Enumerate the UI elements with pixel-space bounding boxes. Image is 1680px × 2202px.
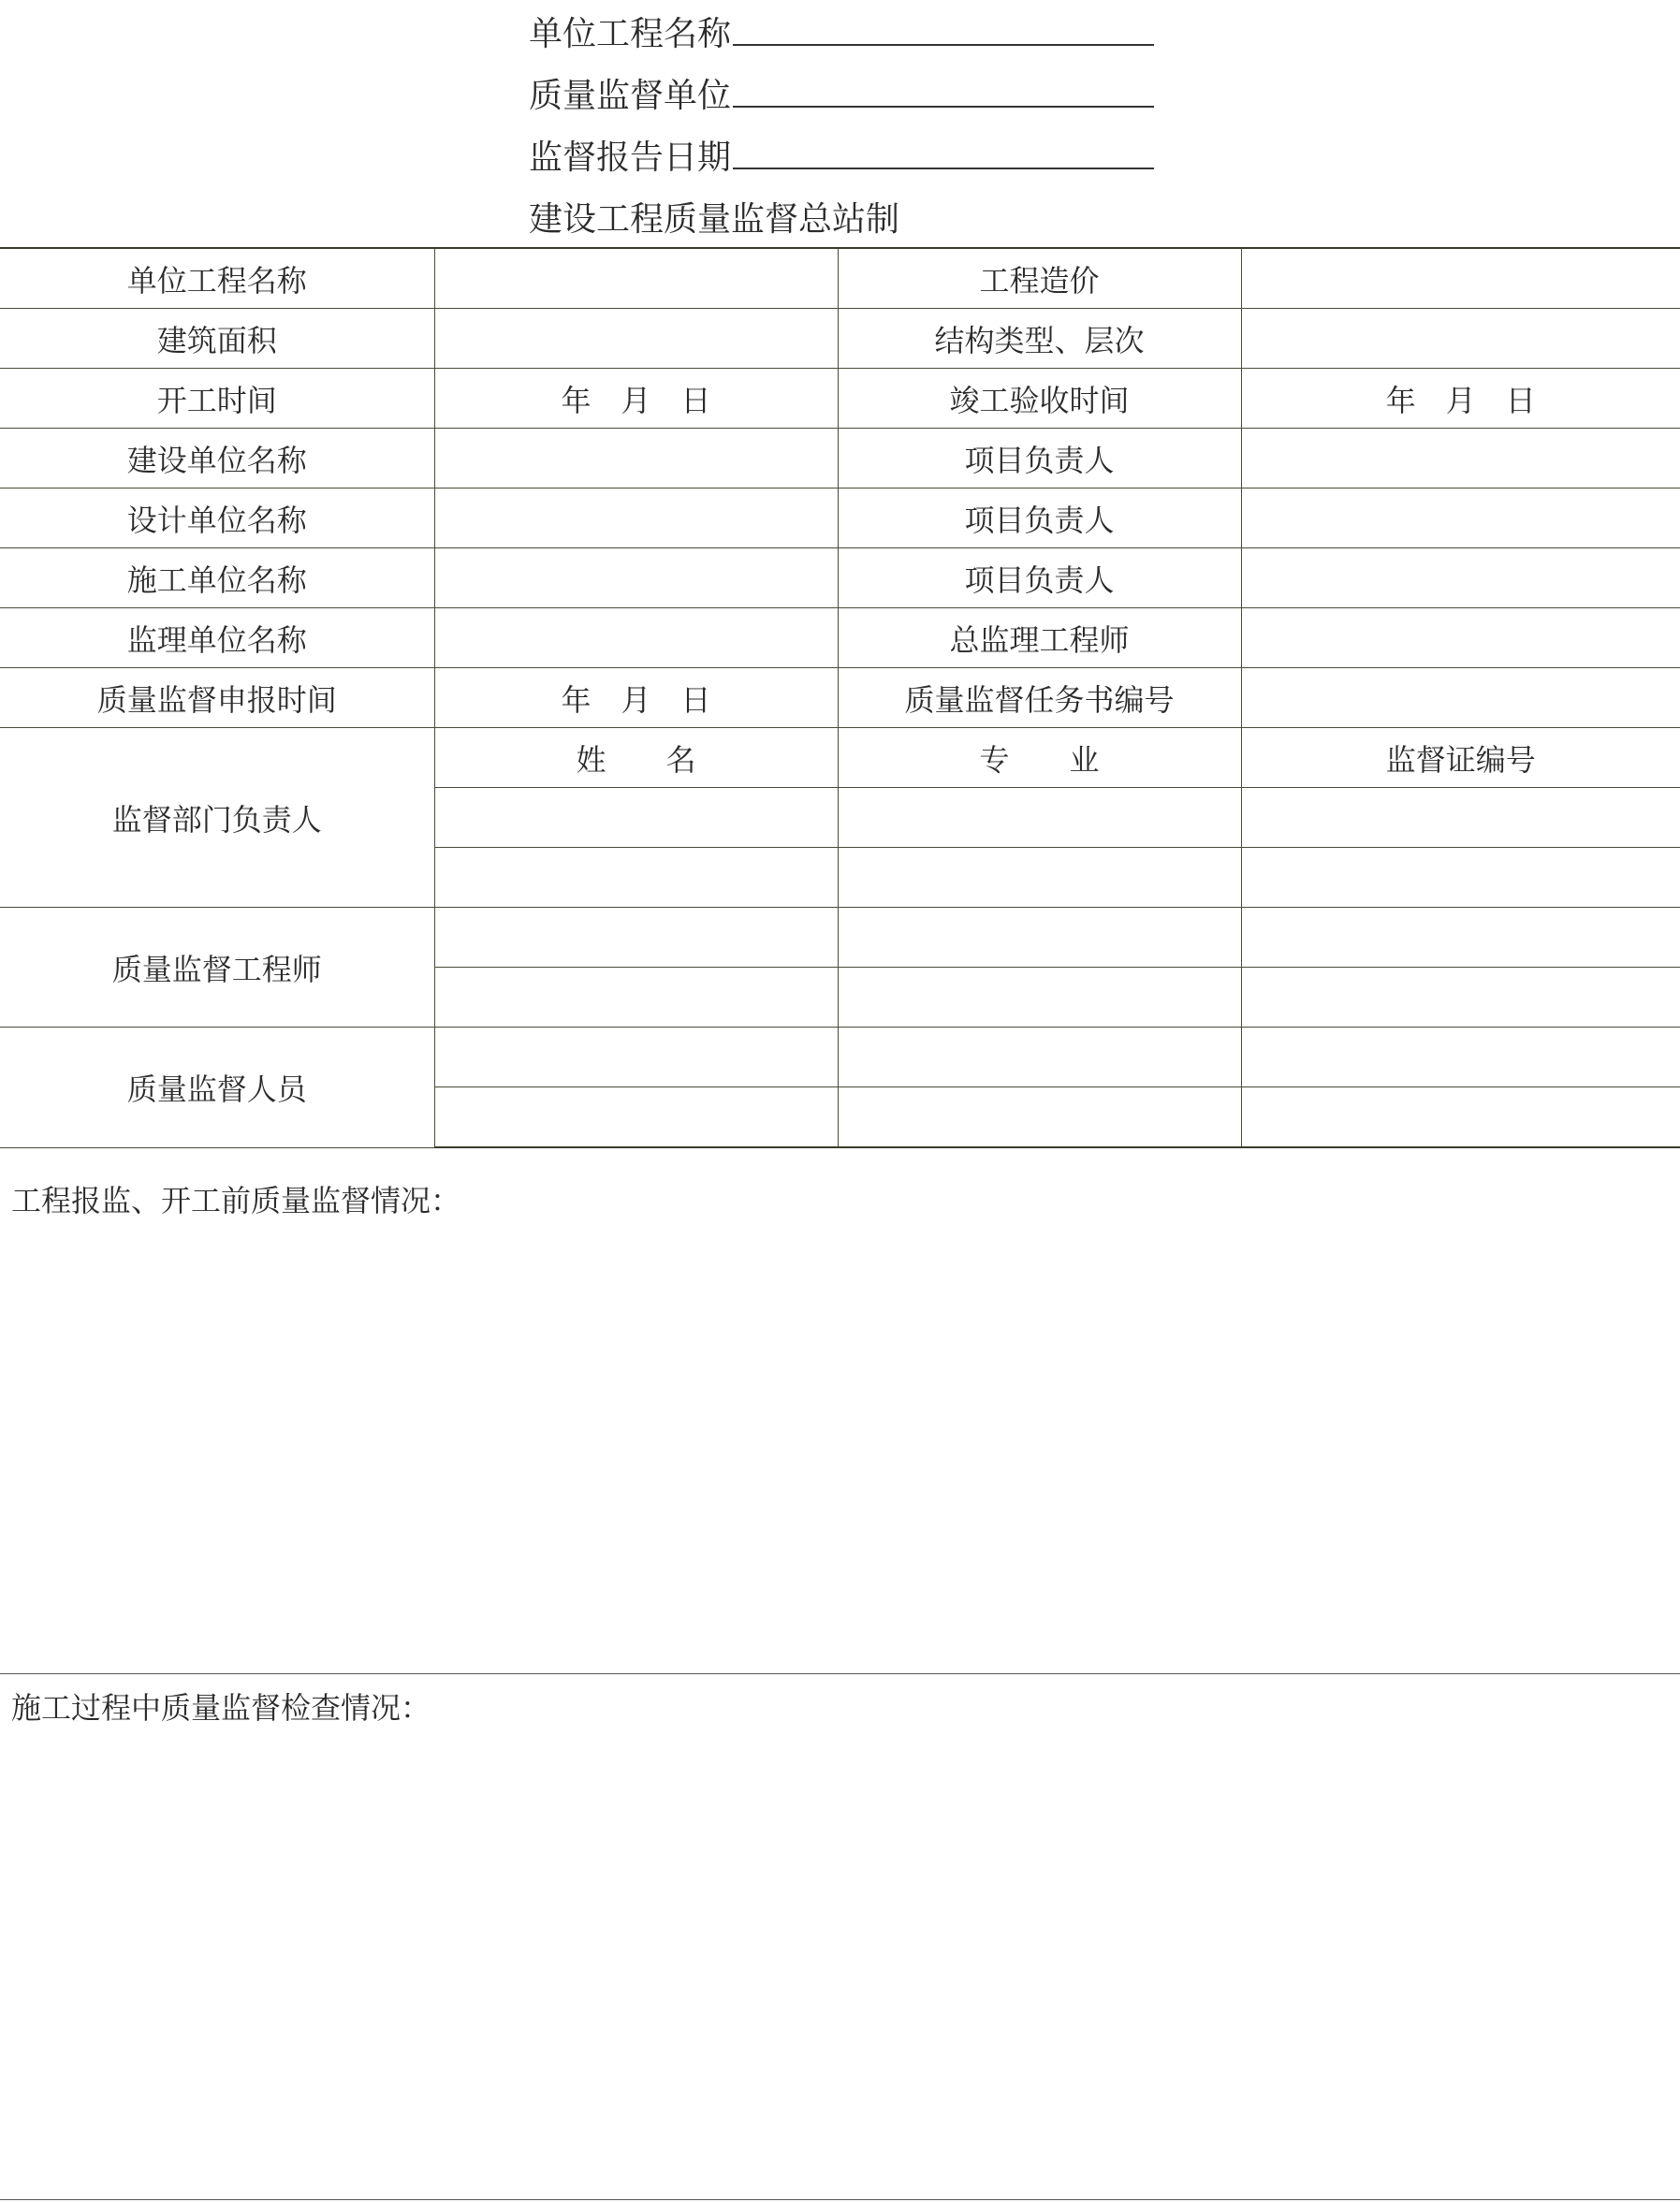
- info-row: [0, 309, 1680, 369]
- section-divider: [0, 2199, 1680, 2200]
- field-value[interactable]: [434, 309, 838, 369]
- cover-blank-field[interactable]: [733, 16, 1154, 46]
- staff-value-cell[interactable]: [838, 1028, 1241, 1087]
- section-label: 工程报监、开工前质量监督情况：: [11, 1183, 461, 1218]
- field-value[interactable]: [434, 489, 838, 548]
- staff-group-label: 质量监督工程师: [0, 908, 434, 1028]
- field-label: 项目负责人: [838, 548, 1241, 608]
- field-label: 开工时间: [0, 369, 434, 429]
- section-divider: [0, 1673, 1680, 1674]
- cover-blank-field[interactable]: [733, 78, 1154, 108]
- info-row: [0, 668, 1680, 728]
- field-label: 总监理工程师: [838, 608, 1241, 668]
- staff-row: [0, 1028, 1680, 1087]
- info-row: [0, 608, 1680, 668]
- field-value[interactable]: [1241, 548, 1680, 608]
- cover-line-supervision-unit: [529, 62, 1184, 124]
- staff-column-header: 监督证编号: [1241, 728, 1680, 788]
- field-value[interactable]: [1241, 668, 1680, 728]
- staff-value-cell[interactable]: [434, 908, 838, 968]
- field-label: 建设单位名称: [0, 429, 434, 489]
- date-part: 年: [561, 681, 592, 718]
- field-value[interactable]: [434, 429, 838, 489]
- cover-label: 质量监督单位: [529, 76, 732, 115]
- staff-value-cell[interactable]: [1241, 908, 1680, 968]
- staff-value-cell[interactable]: [1241, 1028, 1680, 1087]
- field-label: 结构类型、层次: [838, 309, 1241, 369]
- date-part: 年: [561, 382, 592, 418]
- staff-group-label: 质量监督人员: [0, 1028, 434, 1148]
- section-label: 施工过程中质量监督检查情况：: [11, 1690, 431, 1726]
- field-value[interactable]: [434, 608, 838, 668]
- field-label: 竣工验收时间: [838, 369, 1241, 429]
- date-field[interactable]: [434, 369, 838, 429]
- staff-value-cell[interactable]: [434, 1087, 838, 1148]
- staff-value-cell[interactable]: [838, 848, 1241, 908]
- staff-value-cell[interactable]: [434, 848, 838, 908]
- staff-value-cell[interactable]: [1241, 968, 1680, 1028]
- field-value[interactable]: [434, 548, 838, 608]
- date-part: 月: [621, 681, 651, 718]
- staff-row: [0, 728, 1680, 788]
- date-part: 日: [1505, 382, 1536, 418]
- cover-block: [529, 0, 1184, 247]
- date-field[interactable]: [434, 668, 838, 728]
- date-part: 日: [680, 382, 711, 418]
- project-info-table: [0, 247, 1680, 1148]
- info-row: [0, 489, 1680, 548]
- issuer-text: 建设工程质量监督总站制: [529, 199, 900, 239]
- staff-row: [0, 908, 1680, 968]
- info-row: [0, 429, 1680, 489]
- date-part: 月: [621, 382, 651, 418]
- staff-value-cell[interactable]: [1241, 848, 1680, 908]
- staff-value-cell[interactable]: [1241, 788, 1680, 848]
- staff-value-cell[interactable]: [838, 968, 1241, 1028]
- cover-label: 单位工程名称: [529, 14, 732, 53]
- staff-value-cell[interactable]: [838, 908, 1241, 968]
- field-value[interactable]: [1241, 608, 1680, 668]
- field-label: 单位工程名称: [0, 248, 434, 309]
- field-value[interactable]: [1241, 248, 1680, 309]
- field-value[interactable]: [1241, 489, 1680, 548]
- cover-issuer: [529, 185, 1184, 247]
- staff-value-cell[interactable]: [434, 1028, 838, 1087]
- cover-blank-field[interactable]: [733, 139, 1154, 169]
- field-value[interactable]: [1241, 309, 1680, 369]
- field-label: 施工单位名称: [0, 548, 434, 608]
- info-row: [0, 369, 1680, 429]
- staff-value-cell[interactable]: [838, 1087, 1241, 1148]
- cover-line-project-name: [529, 0, 1184, 62]
- field-label: 项目负责人: [838, 429, 1241, 489]
- field-label: 质量监督任务书编号: [838, 668, 1241, 728]
- field-label: 项目负责人: [838, 489, 1241, 548]
- field-label: 质量监督申报时间: [0, 668, 434, 728]
- staff-column-header: 专 业: [838, 728, 1241, 788]
- field-label: 监理单位名称: [0, 608, 434, 668]
- info-row: [0, 548, 1680, 608]
- field-label: 设计单位名称: [0, 489, 434, 548]
- info-row: [0, 248, 1680, 309]
- date-field[interactable]: [1241, 369, 1680, 429]
- staff-value-cell[interactable]: [434, 968, 838, 1028]
- cover-line-report-date: [529, 124, 1184, 185]
- staff-value-cell[interactable]: [838, 788, 1241, 848]
- staff-group-label: 监督部门负责人: [0, 728, 434, 908]
- cover-label: 监督报告日期: [529, 138, 732, 177]
- field-value[interactable]: [1241, 429, 1680, 489]
- field-label: 建筑面积: [0, 309, 434, 369]
- staff-value-cell[interactable]: [1241, 1087, 1680, 1148]
- date-part: 年: [1385, 382, 1416, 418]
- staff-column-header: 姓 名: [434, 728, 838, 788]
- date-part: 日: [680, 681, 711, 718]
- date-part: 月: [1445, 382, 1476, 418]
- field-label: 工程造价: [838, 248, 1241, 309]
- field-value[interactable]: [434, 248, 838, 309]
- staff-value-cell[interactable]: [434, 788, 838, 848]
